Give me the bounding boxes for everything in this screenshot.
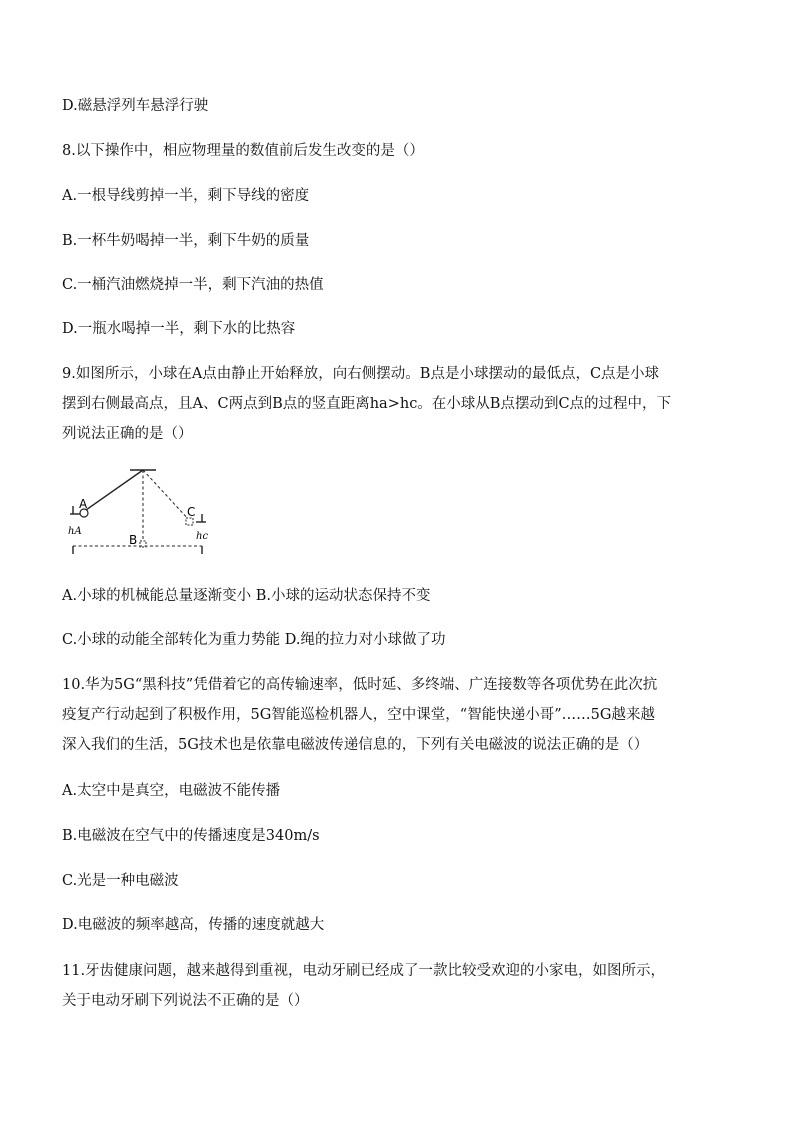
q10-option-a: A.太空中是真空，电磁波不能传播 [62,783,281,799]
label-hc: hc [196,531,209,542]
q8-option-c: C.一桶汽油燃烧掉一半，剩下汽油的热值 [62,277,324,293]
q10-stem-line2: 疫复产行动起到了积极作用，5G智能巡检机器人，空中课堂，“智能快递小哥”……5G越来越 [62,707,655,723]
label-a: A [79,497,88,511]
q8-stem: 8.以下操作中，相应物理量的数值前后发生改变的是（） [62,143,424,159]
q9-options-ab: A.小球的机械能总量逐渐变小 B.小球的运动状态保持不变 [62,588,431,604]
label-c: C [187,505,196,519]
pendulum-figure [62,466,222,566]
label-ha: hA [68,526,82,537]
q10-option-b: B.电磁波在空气中的传播速度是340m/s [62,828,320,844]
q10-option-d: D.电磁波的频率越高，传播的速度就越大 [62,917,325,933]
q11-stem-line2: 关于电动牙刷下列说法不正确的是（） [62,993,309,1009]
q8-option-d: D.一瓶水喝掉一半，剩下水的比热容 [62,321,296,337]
q9-stem-line2: 摆到右侧最高点，且A、C两点到B点的竖直距离ha>hc。在小球从B点摆动到C点的过程中，下 [62,396,672,412]
q9-options-cd: C.小球的动能全部转化为重力势能 D.绳的拉力对小球做了功 [62,632,446,648]
q9-stem-line3: 列说法正确的是（） [62,426,193,442]
q9-stem-line1: 9.如图所示，小球在A点由静止开始释放，向右侧摆动。B点是小球摆动的最低点，C点是小球 [62,366,660,382]
label-b: B [129,533,138,547]
q10-option-c: C.光是一种电磁波 [62,873,179,889]
q10-stem-line3: 深入我们的生活，5G技术也是依靠电磁波传递信息的，下列有关电磁波的说法正确的是（） [62,737,649,753]
q8-option-b: B.一杯牛奶喝掉一半，剩下牛奶的质量 [62,233,310,249]
q7-option-d: D.磁悬浮列车悬浮行驶 [62,98,209,114]
q10-stem-line1: 10.华为5G“黑科技”凭借着它的高传输速率，低时延、多终端、广连接数等各项优势在此次抗 [62,677,658,693]
q8-option-a: A.一根导线剪掉一半，剩下导线的密度 [62,188,310,204]
q11-stem-line1: 11.牙齿健康问题，越来越得到重视，电动牙刷已经成了一款比较受欢迎的小家电，如图所示， [62,963,666,979]
